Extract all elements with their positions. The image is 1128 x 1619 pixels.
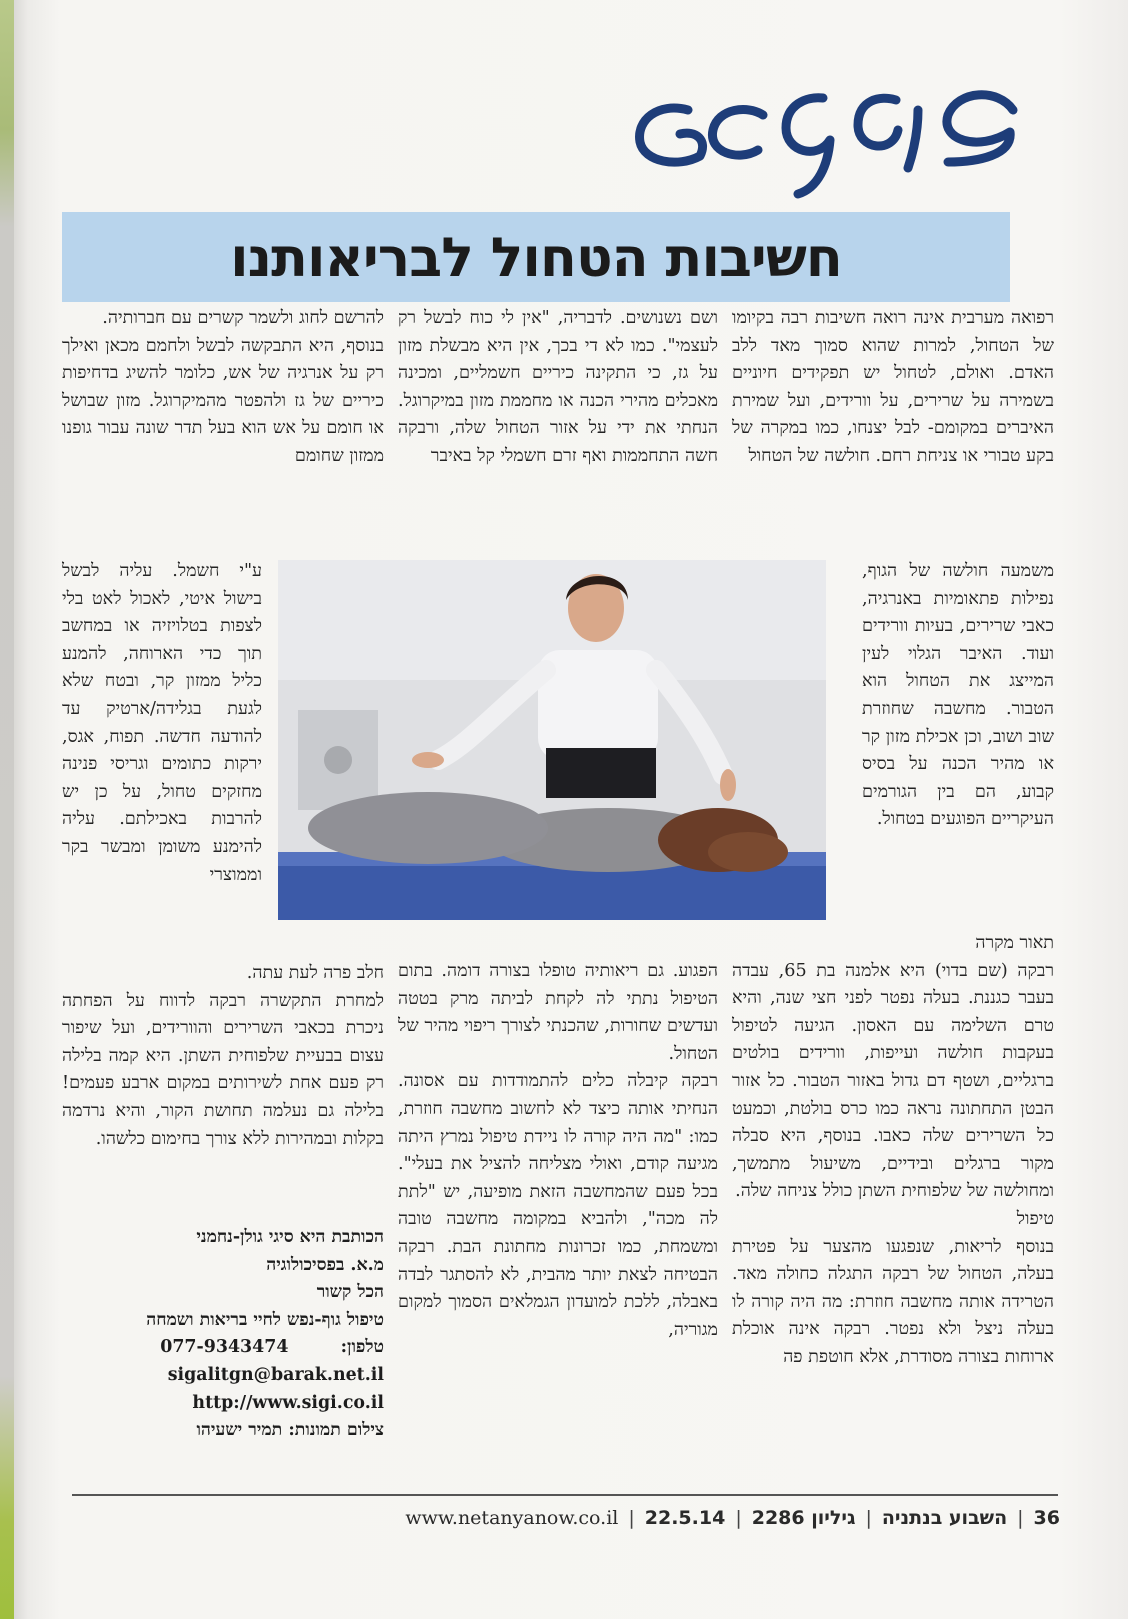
issue-date: 22.5.14 [644, 1507, 726, 1529]
website-link[interactable]: http://www.sigi.co.il [192, 1392, 384, 1413]
photo-credit: צילום תמונות: תמיר ישעיהו [196, 1420, 384, 1441]
treatment-heading: טיפול [1016, 1208, 1054, 1229]
service-description: טיפול גוף-נפש לחיי בריאות ושמחה [146, 1309, 384, 1330]
phone-number: 077-9343474 [160, 1337, 289, 1358]
footer-separator: | [1017, 1507, 1024, 1529]
page-spine [0, 0, 14, 1619]
paragraph: בנוסף לריאות, שנפגעו מהצער על פטירת בעלה, הטחול של רבקה התגלה כחולה מאד. הטרידה אותה מחשבה חוזרת: מה היה קורה לו בעלה ניצל ולא נפטר. רבקה אינה אוכלת ארוחות בצורה מסודרת, אלא חוטפת פה [732, 1236, 1054, 1367]
page-footer [360, 1502, 1060, 1534]
author-name: הכותבת היא סיגי גולן-נחמני [196, 1227, 384, 1247]
section-title-logo [618, 70, 1038, 200]
paragraph: הפגוע. גם ריאותיה טופלו בצורה דומה. בתום הטיפול נתתי לה לקחת לביתה מרק בטטה ועדשים שחורות, שהכנתי לצורך ריפוי מהיר של הטחול. [398, 961, 718, 1064]
phone-line [62, 1334, 384, 1362]
column-middle-bottom [398, 958, 718, 1480]
therapy-photo-illustration [278, 560, 826, 920]
paragraph: למחרת התקשרה רבקה לדווח על הפחתה ניכרת בכאבי השרירים והוורידים, ועל שיפור עצום בבעיית שלפוחית השתן. היא קמה בלילה רק פעם אחת לשירותים במקום ארבע פעמים! בלילה גם נעלמה תחושת הקור, והיא נרדמה בקלות ובמהירות ללא צורך בחימום כלשהו. [62, 990, 384, 1149]
footer-url[interactable]: www.netanyanow.co.il [405, 1507, 619, 1529]
section-title-script-icon [618, 70, 1038, 200]
paragraph: חלב פרה לעת עתה. [246, 963, 384, 983]
article-photo [278, 560, 826, 920]
footer-separator: | [865, 1507, 872, 1529]
column-right-bottom [732, 930, 1054, 1478]
paragraph: רבקה (שם בדוי) היא אלמנה בת 65, עבדה בעבר כגננת. בעלה נפטר לפני חצי שנה, והיא טרם השלימה עם האסון. הגיעה לטיפול בעקבות חולשה ועייפות, וורידים בולטים ברגליים, ושטף דם גדול באזור הטבור. כל אזור הבטן התחתונה נראה כמו כרס בולטת, וכמעט כל השרירים שלה כאבו. בנוסף, היא סבלה מקור ברגלים ובידיים, משיעול מתמשך, ומחולשה של שלפוחית השתן כולל צניחה שלה. [732, 960, 1054, 1202]
column-middle-top [398, 305, 718, 555]
column-left-bottom [62, 960, 384, 1222]
author-degree: מ.א. בפסיכולוגיה [266, 1254, 384, 1275]
paragraph: ושם נשנושים. לדבריה, "אין לי כוח לבשל רק לעצמי". כמו לא די בכך, אין היא מבשלת מזון על גז, כי התקינה כיריים חשמליים, ומכינה מאכלים מהירי הכנה או מחממת מזון במיקרוגל. הנחתי את ידי על אזור הטחול שלה, ורבקה חשה התחממות ואף זרם חשמלי קל באיבר [398, 308, 718, 466]
column-left-top [62, 305, 384, 560]
paragraph: רבקה קיבלה כלים להתמודדות עם אסונה. הנחיתי אותה כיצד לא לחשוב מחשבה חוזרת, כמו: "מה היה קורה לו ניידת טיפול נמרץ היתה מגיעה קודם, ואולי מצליחה להציל את בעלי". בכל פעם שהמחשבה הזאת מופיעה, יש "לתת לה מכה", ולהביא במקומה מחשבה טובה ומשמחת, כמו זכרונות מחתונת הבת. רבקה הבטיחה לצאת יותר מהבית, לא להסתגר לבדה באבלה, ללכת למועדון הגמלאים הסמוך למקום מגוריה, [398, 1071, 718, 1340]
headline-band [62, 212, 1010, 302]
article-headline: חשיבות הטחול לבריאותנו [230, 225, 842, 289]
paragraph: רפואה מערבית אינה רואה חשיבות רבה בקיומו של הטחול, למרות שהוא סמוך מאד ללב האדם. ואולם, לטחול יש תפקידים חיוניים בשמירה על שרירים, על וורידים, ועל שמירת האיברים במקומם- לבל יצנחו, כמו במקרה של בקע טבורי או צניחת רחם. חולשה של הטחול [732, 308, 1054, 466]
footer-rule [72, 1494, 1058, 1496]
author-credits [62, 1224, 384, 1480]
email-link[interactable]: sigalitgn@barak.net.il [167, 1364, 384, 1385]
column-right-top [732, 305, 1054, 560]
issue-number: גיליון 2286 [751, 1507, 856, 1529]
paragraph: ע"י חשמל. עליה לבשל בישול איטי, לאכול לאט בלי לצפות בטלויזיה או במחשב תוך כדי הארוחה, להמנע כליל ממזון קר, ובטח שלא לגעת בגלידה/ארטיק עד להודעה חדשה. תפוח, אגס, ירקות כתומים וגריסי פנינה מחזקים טחול, על כן יש להרבות באכילתם. עליה להימנע משומן ומבשר בקר וממוצרי [62, 561, 262, 885]
footer-separator: | [628, 1507, 635, 1529]
page-number: 36 [1033, 1507, 1060, 1529]
paragraph: משמעה חולשה של הגוף, נפילות פתאומיות באנרגיה, כאבי שרירים, בעיות וורידים ועוד. האיבר הגלוי לעין המייצג את הטחול הוא הטבור. מחשבה שחוזרת שוב ושוב, וכן אכילת מזון קר או מהיר הכנה על בסיס קבוע, הם בין הגורמים העיקריים הפוגעים בטחול. [862, 561, 1054, 830]
footer-separator: | [735, 1507, 742, 1529]
column-left-mid [62, 558, 262, 960]
publication-name: השבוע בנתניה [881, 1507, 1008, 1529]
column-right-mid [862, 558, 1054, 930]
phone-label: טלפון: [340, 1337, 384, 1358]
contact-heading: הכל קשור [316, 1282, 384, 1303]
paragraph: להרשם לחוג ולשמר קשרים עם חברותיה. [102, 308, 384, 328]
case-heading: תאור מקרה [975, 933, 1054, 953]
paragraph: בנוסף, היא התבקשה לבשל ולחמם מכאן ואילך רק על אנרגיה של אש, כלומר להשיג בדחיפות כיריים של גז ולהפטר מהמיקרוגל. מזון שבושל או חומם על אש הוא בעל תדר שונה עבור גופנו ממזון שחומם [62, 335, 384, 466]
